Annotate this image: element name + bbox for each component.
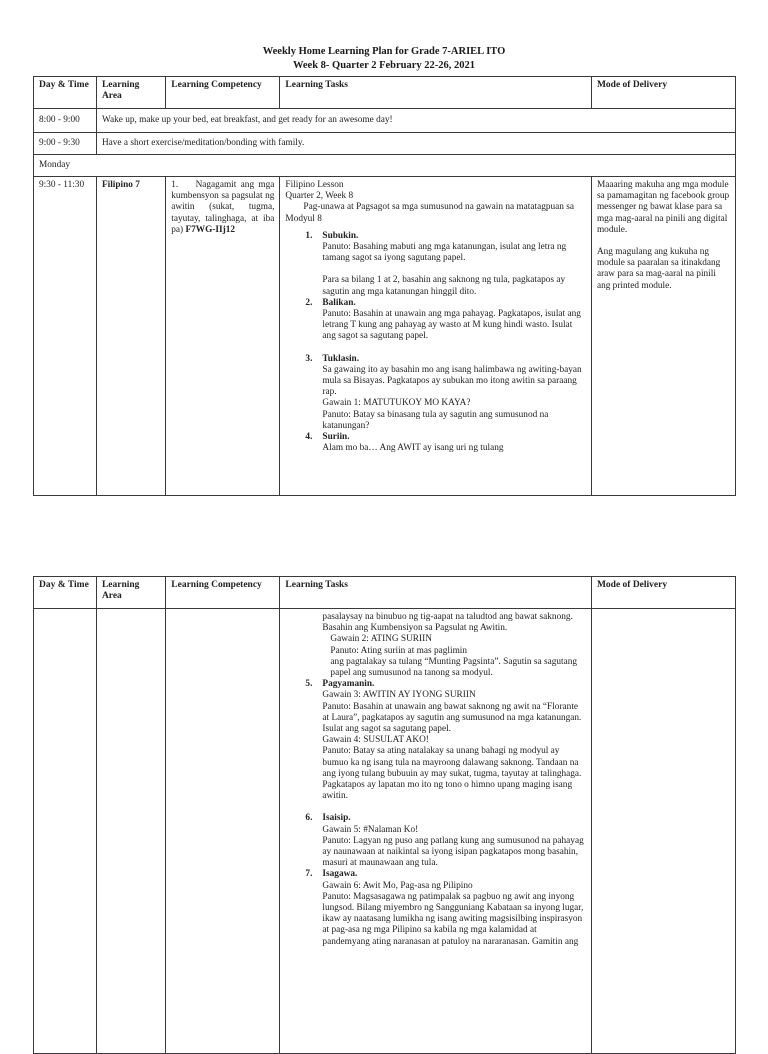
task-item (285, 231, 586, 298)
column-header: Learning Area (96, 77, 165, 109)
task-line: ang pagtalakay sa tulang “Munting Pagsinta”. Sagutin sa sagutang papel ang sumusunod na tanong sa modyul. (330, 656, 577, 679)
task-title: Balikan. (322, 297, 356, 308)
intro-line: Quarter 2, Week 8 (285, 191, 354, 202)
competency-description: Nagagamit ang mga kumbensyon sa pagsulat ng awitin (sukat, tugma, tayutay, talinghaga, at iba pa) (171, 180, 275, 235)
task-line: Panuto: Batay sa binasang tula ay sagutin ang sumusunod na katanungan? (322, 409, 549, 431)
task-line: Panuto: Magsasagawa ng patimpalak sa pagbuo ng awit ang inyong lungsod. Bilang miyembro ng Sangguniang Kabataan sa inyong lugar, ikaw ay naatasang lumikha ng isang awiting magsisilbing inspirasyon at pag-asa ng mga Pilipino sa kabila ng mga kalamidad at pandemyang ating naranasan at patuloy na nararanasan. Gamitin ang (322, 891, 584, 947)
task-line: Gawain 6: Awit Mo, Pag-asa ng Pilipino (322, 880, 473, 891)
time-cell (34, 609, 97, 1054)
task-number: 7. (305, 869, 313, 880)
task-title: Tuklasin. (322, 353, 360, 364)
task-number: 1. (305, 230, 313, 241)
time-cell: 8:00 - 9:00 (34, 109, 97, 133)
task-line: Alam mo ba… Ang AWIT ay isang uri ng tulang (322, 443, 504, 454)
task-item (285, 813, 586, 869)
task-line: Panuto: Basahing mabuti ang mga katanungan, isulat ang letra ng tamang sagot sa iyong sagutang papel. (322, 242, 567, 264)
learning-area-cell: Filipino 7 (96, 177, 165, 496)
learning-plan-table-continued (33, 576, 736, 1054)
task-line: Panuto: Lagyan ng puso ang patlang kung ang sumusunod na pahayag ay naunawaan at naikintal sa iyong isipan pagkatapos mong basahin, masuri at maunawaan ang tula. (322, 835, 584, 869)
task-line: Panuto: Batay sa ating natalakay sa unang bahagi ng modyul ay bumuo ka ng isang tula na mayroong dalawang saknong. Tandaan na ang iyong tulang bubuuin ay may sukat, tugma, tayutay at talinghaga. Pagkatapos ay lapatan mo ito ng tono o himno upang maging isang awitin. (322, 746, 582, 802)
competency-text (171, 180, 274, 236)
task-number: 5. (305, 679, 313, 690)
task-line: Gawain 5: #Nalaman Ko! (322, 824, 419, 835)
task-item (285, 679, 586, 802)
task-title: Suriin. (322, 432, 350, 443)
column-header: Day & Time (34, 577, 97, 609)
activity-cell: Wake up, make up your bed, eat breakfast, and get ready for an awesome day! (96, 109, 735, 133)
task-number: 3. (305, 353, 313, 364)
task-line: Gawain 4: SUSULAT AKO! (322, 735, 429, 746)
column-header: Learning Tasks (280, 77, 592, 109)
task-number: 6. (305, 813, 313, 824)
column-header: Learning Competency (166, 77, 280, 109)
task-title: Pagyamanin. (322, 679, 375, 690)
column-header: Mode of Delivery (591, 577, 735, 609)
learning-plan-table (33, 76, 736, 496)
competency-cell (166, 609, 280, 1054)
task-line: Panuto: Basahin at unawain ang bawat saknong ng awit na “Florante at Laura”, pagkatapos ay sagutin ang sumusunod na mga katanungan. Isulat ang sagot sa sagutang papel. (322, 701, 582, 735)
tasks-cell (280, 609, 592, 1054)
delivery-cell (591, 177, 735, 496)
task-item (285, 432, 586, 454)
table-header-row (34, 577, 736, 609)
intro-line: Pag-unawa at Pagsagot sa mga sumusunod na gawain na matatagpuan sa Modyul 8 (285, 202, 574, 224)
time-cell: 9:30 - 11:30 (34, 177, 97, 496)
task-line: Para sa bilang 1 at 2, basahin ang saknong ng tula, pagkatapos ay sagutin ang mga katanungan hinggil dito. (322, 275, 566, 297)
task-item (285, 354, 586, 432)
learning-area-cell (96, 609, 165, 1054)
delivery-text: Maaaring makuha ang mga module sa pamamagitan ng facebook group messenger ng bawat klase para sa mga mag-aaral na pinili ang digital module. (596, 180, 730, 235)
column-header: Mode of Delivery (591, 77, 735, 109)
task-number: 4. (305, 432, 313, 443)
task-line: Panuto: Basahin at unawain ang mga pahayag. Pagkatapos, isulat ang letrang T kung ang pahayag ay wasto at M kung hindi wasto. Isulat ang sagot sa sagutang papel. (322, 309, 581, 342)
column-header: Day & Time (34, 77, 97, 109)
task-line: Basahin ang Kumbensiyon sa Pagsulat ng Awitin. (322, 623, 508, 634)
activity-cell: Have a short exercise/meditation/bonding with family. (96, 133, 735, 155)
task-item (285, 298, 586, 343)
task-line: Gawain 1: MATUTUKOY MO KAYA? (322, 398, 471, 409)
task-item (285, 869, 586, 947)
plan-title: Weekly Home Learning Plan for Grade 7-ARIEL ITO (262, 46, 506, 57)
time-cell: 9:00 - 9:30 (34, 133, 97, 155)
plan-subtitle: Week 8- Quarter 2 February 22-26, 2021 (292, 60, 476, 71)
day-cell: Monday (34, 155, 736, 177)
task-number: 2. (305, 297, 313, 308)
tasks-cell (280, 177, 592, 496)
intro-line: Filipino Lesson (285, 180, 344, 190)
competency-code: F7WG-IIj12 (185, 224, 236, 235)
task-title: Isagawa. (322, 869, 358, 880)
column-header: Learning Tasks (280, 577, 592, 609)
task-line: Sa gawaing ito ay basahin mo ang isang halimbawa ng awiting-bayan mula sa Bisayas. Pagkatapos ay subukan mo itong awitin sa paraang rap. (322, 364, 582, 398)
table-row (34, 155, 736, 177)
task-line: Gawain 3: AWITIN AY IYONG SURIIN (322, 690, 476, 701)
lesson-row-continued (34, 609, 736, 1054)
task-line: Gawain 2: ATING SURIIN (330, 634, 432, 645)
task-title: Subukin. (322, 230, 359, 241)
competency-number: 1. (171, 180, 179, 190)
table-row (34, 133, 736, 155)
task-line: Panuto: Ating suriin at mas paglimin (330, 645, 468, 656)
delivery-text: Ang magulang ang kukuha ng module sa paaralan sa itinakdang araw para sa mag-aaral na pinili ang printed module. (596, 247, 721, 291)
delivery-cell (591, 609, 735, 1054)
table-header-row (34, 77, 736, 109)
table-row (34, 109, 736, 133)
task-title: Isaisip. (322, 813, 351, 824)
task-line: pasalaysay na binubuo ng tig-aapat na taludtod ang bawat saknong. (322, 612, 573, 622)
column-header: Learning Area (96, 577, 165, 609)
competency-cell (166, 177, 280, 496)
document-header (0, 45, 768, 73)
lesson-row (34, 177, 736, 496)
column-header: Learning Competency (166, 577, 280, 609)
